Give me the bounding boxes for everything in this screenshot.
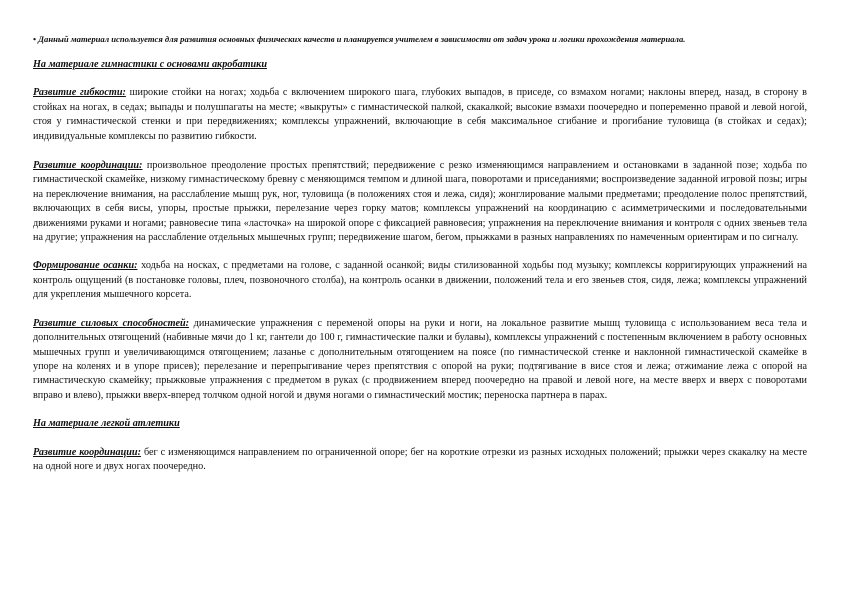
paragraph-text: динамические упражнения с переменой опоры на руки и ноги, на локальное развитие мышц туловища с использованием веса тела и дополнительных отягощений (набивные мячи до 1 кг, гантели до 100 г, гимнастические палки и булавы), комплексы упражнений с постепенным включением в работу основных мышечных групп и увеличивающимся отягощением; лазанье с дополнительным отягощением на поясе (по гимнастической стенке и наклонной гимнастической скамейке в упоре на коленях и в упоре присев); перелезание и перепрыгивание через препятствия с опорой на руки; подтягивание в висе стоя и лежа; отжимание лежа с опорой на гимнастическую скамейку; прыжковые упражнения с предметом в руках (с продвижением вперед поочередно на правой и левой ноге, на месте вверх и вверх с поворотами вправо и влево), прыжки вверх-вперед толчком одной ногой и двумя ногами о гимнастический мостик; переноска партнера в парах. [33, 317, 807, 401]
paragraph-lead: Развитие координации: [33, 446, 141, 458]
paragraph-lead: Развитие координации: [33, 160, 143, 172]
paragraph-text: бег с изменяющимся направлением по ограниченной опоре; бег на короткие отрезки из разных исходных положений; прыжки через скакалку на месте на одной ноге и двух ногах поочередно. [33, 446, 807, 472]
footnote-remark: • Данный материал используется для развития основных физических качеств и планируется учителем в зависимости от задач урока и логики прохождения материала. [33, 34, 686, 44]
paragraph-flexibility [33, 86, 807, 144]
paragraph-text: произвольное преодоление простых препятствий; передвижение с резко изменяющимся направлением и остановками в заданной позе; ходьба по гимнастической скамейке, низкому гимнастическому бревну с меняющимся темпом и длиной шага, поворотами и приседаниями; воспроизведение заданной игровой позы; игры на переключение внимания, на расслабление мышц рук, ног, туловища (в положениях стоя и лежа, сидя); жонглирование малыми предметами; преодоление полос препятствий, включающих в себя висы, упоры, простые прыжки, перелезание через горку матов; комплексы упражнений на координацию с асимметрическими и последовательными движениями руками и ногами; равновесие типа «ласточка» на широкой опоре с фиксацией равновесия; упражнения на переключение внимания и контроля с одних звеньев тела на другие; упражнения на расслабление отдельных мышечных групп; передвижение шагом, бегом, прыжками в разных направлениях по намеченным ориентирам и по сигналу. [33, 160, 807, 244]
paragraph-lead: Формирование осанки: [33, 260, 138, 272]
section-heading-gymnastics: На материале гимнастики с основами акробатики [33, 59, 267, 70]
paragraph-text: ходьба на носках, с предметами на голове, с заданной осанкой; виды стилизованной ходьбы под музыку; комплексы корригирующих упражнений на контроль ощущений (в постановке головы, плеч, позвоночного столба), на контроль осанки в движении, положений тела и его звеньев стоя, сидя, лежа; комплексы упражнений для укрепления мышечного корсета. [33, 260, 807, 301]
paragraph-coordination [33, 159, 807, 245]
paragraph-athletics-coordination [33, 446, 807, 475]
paragraph-lead: Развитие гибкости: [33, 87, 126, 99]
section-heading-athletics: На материале легкой атлетики [33, 418, 180, 430]
paragraph-posture [33, 259, 807, 302]
paragraph-strength [33, 317, 807, 403]
paragraph-lead: Развитие силовых способностей: [33, 317, 190, 329]
document-page [33, 34, 807, 488]
paragraph-text: широкие стойки на ногах; ходьба с включением широкого шага, глубоких выпадов, в приседе, со взмахом ногами; наклоны вперед, назад, в сторону в стойках на ногах, в седах; выпады и полушпагаты на месте; «выкруты» с гимнастической палкой, скакалкой; высокие взмахи поочередно и попеременно правой и левой ногой, стоя у гимнастической стенки и при передвижениях; комплексы упражнений, включающие в себя максимальное сгибание и прогибание туловища (в стойках и седах); индивидуальные комплексы по развитию гибкости. [33, 87, 807, 142]
